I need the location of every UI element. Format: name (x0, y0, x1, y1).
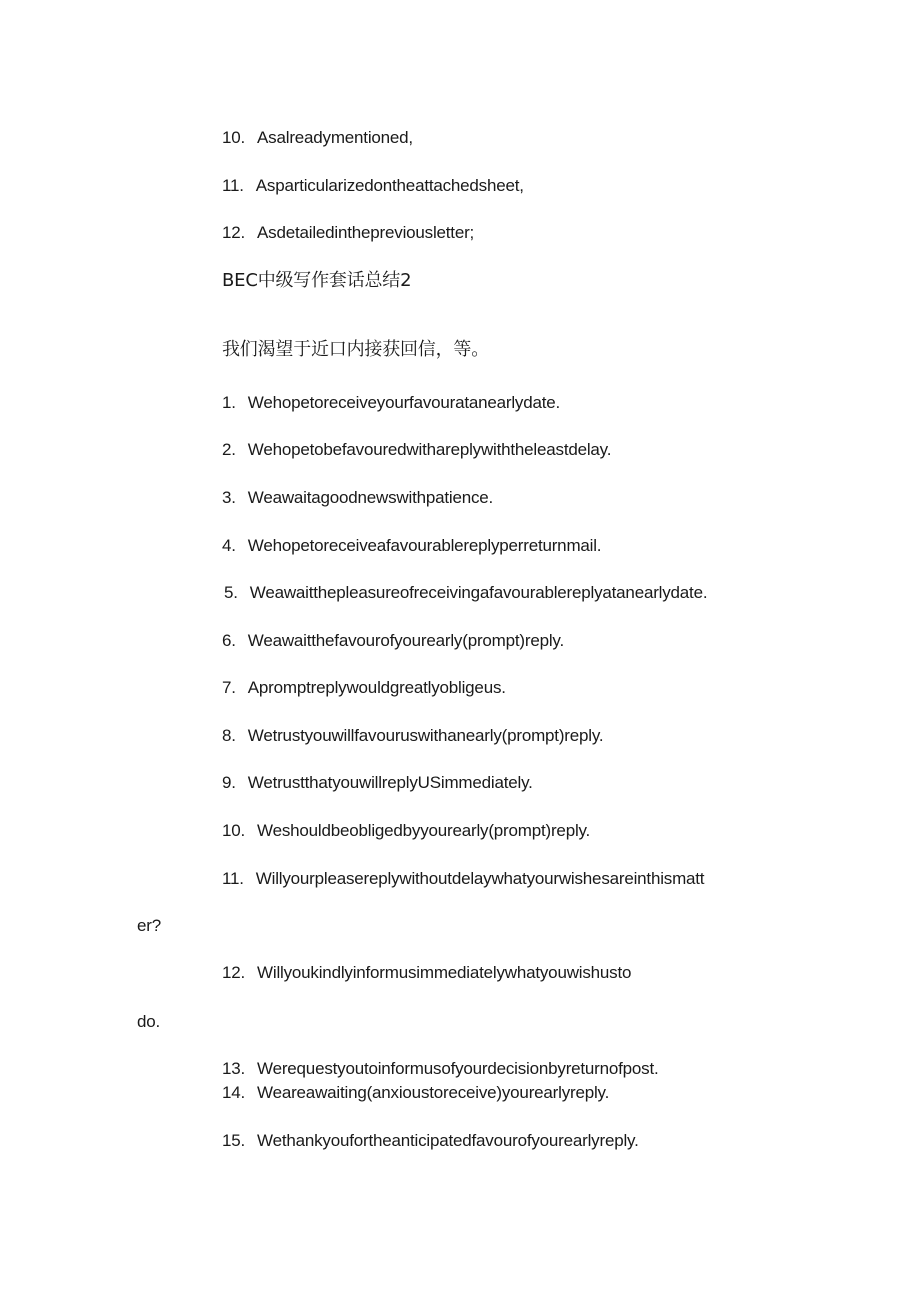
item-text: Weareawaiting(anxioustoreceive)yourearlyreply. (257, 1083, 610, 1102)
item-number: 2. (222, 440, 236, 459)
item-number: 1. (222, 393, 236, 412)
item-text: Wetrustyouwillfavouruswithanearly(prompt)reply. (247, 726, 604, 745)
item-number: 5. (224, 583, 238, 602)
list-item (222, 176, 524, 196)
item-text: Weawaitagoodnewswithpatience. (247, 488, 494, 507)
subheading: 我们渴望于近口内接获回信，等。 (222, 339, 489, 360)
item-number: 10. (222, 821, 246, 840)
list-item (222, 223, 474, 243)
list-item (222, 963, 631, 983)
item-text: Asparticularizedontheattachedsheet, (255, 176, 524, 195)
item-number: 8. (222, 726, 236, 745)
item-text: Werequestyoutoinformusofyourdecisionbyreturnofpost. (257, 1059, 659, 1078)
list-item (222, 678, 506, 698)
item-text: Asalreadymentioned, (257, 128, 413, 147)
list-item (222, 128, 413, 148)
list-item (222, 1131, 639, 1151)
item-number: 4. (222, 536, 236, 555)
item-number: 15. (222, 1131, 246, 1150)
list-item (222, 393, 560, 413)
item-text: Weawaitthepleasureofreceivingafavourablereplyatanearlydate. (249, 583, 708, 602)
list-item (222, 631, 564, 651)
item-text: Apromptreplywouldgreatlyobligeus. (247, 678, 506, 697)
item-text: Wehopetobefavouredwithareplywiththeleastdelay. (247, 440, 612, 459)
item-number: 3. (222, 488, 236, 507)
list-item (222, 440, 611, 460)
list-item-continuation: do. (137, 1012, 161, 1031)
list-item (222, 488, 493, 508)
list-item (222, 536, 601, 556)
item-text: Wethankyoufortheanticipatedfavourofyourearlyreply. (257, 1131, 639, 1150)
section-heading: BEC中级写作套话总结2 (222, 270, 412, 291)
list-item-continuation: er? (137, 916, 161, 935)
list-item (222, 1083, 609, 1103)
item-number: 6. (222, 631, 236, 650)
item-text: Wehopetoreceiveafavourablereplyperreturnmail. (247, 536, 602, 555)
item-text: Willyourpleasereplywithoutdelaywhatyourwishesareinthismatt (255, 869, 705, 888)
item-number: 12. (222, 223, 246, 242)
item-text: Weawaitthefavourofyourearly(prompt)reply. (247, 631, 564, 650)
item-number: 9. (222, 773, 236, 792)
list-item (222, 1059, 659, 1079)
item-number: 11. (222, 176, 244, 195)
item-number: 13. (222, 1059, 246, 1078)
item-number: 11. (222, 869, 244, 888)
list-item (222, 726, 603, 746)
list-item (222, 869, 704, 889)
item-number: 7. (222, 678, 236, 697)
item-text: Asdetailedinthepreviousletter; (257, 223, 475, 242)
item-number: 12. (222, 963, 246, 982)
item-number: 10. (222, 128, 246, 147)
item-text: Weshouldbeobligedbyyourearly(prompt)reply. (257, 821, 591, 840)
item-text: WetrustthatyouwillreplyUSimmediately. (247, 773, 533, 792)
item-text: Wehopetoreceiveyourfavouratanearlydate. (247, 393, 561, 412)
item-number: 14. (222, 1083, 246, 1102)
list-item (224, 583, 707, 603)
item-text: Willyoukindlyinformusimmediatelywhatyouwishusto (257, 963, 632, 982)
list-item (222, 821, 590, 841)
list-item (222, 773, 533, 793)
